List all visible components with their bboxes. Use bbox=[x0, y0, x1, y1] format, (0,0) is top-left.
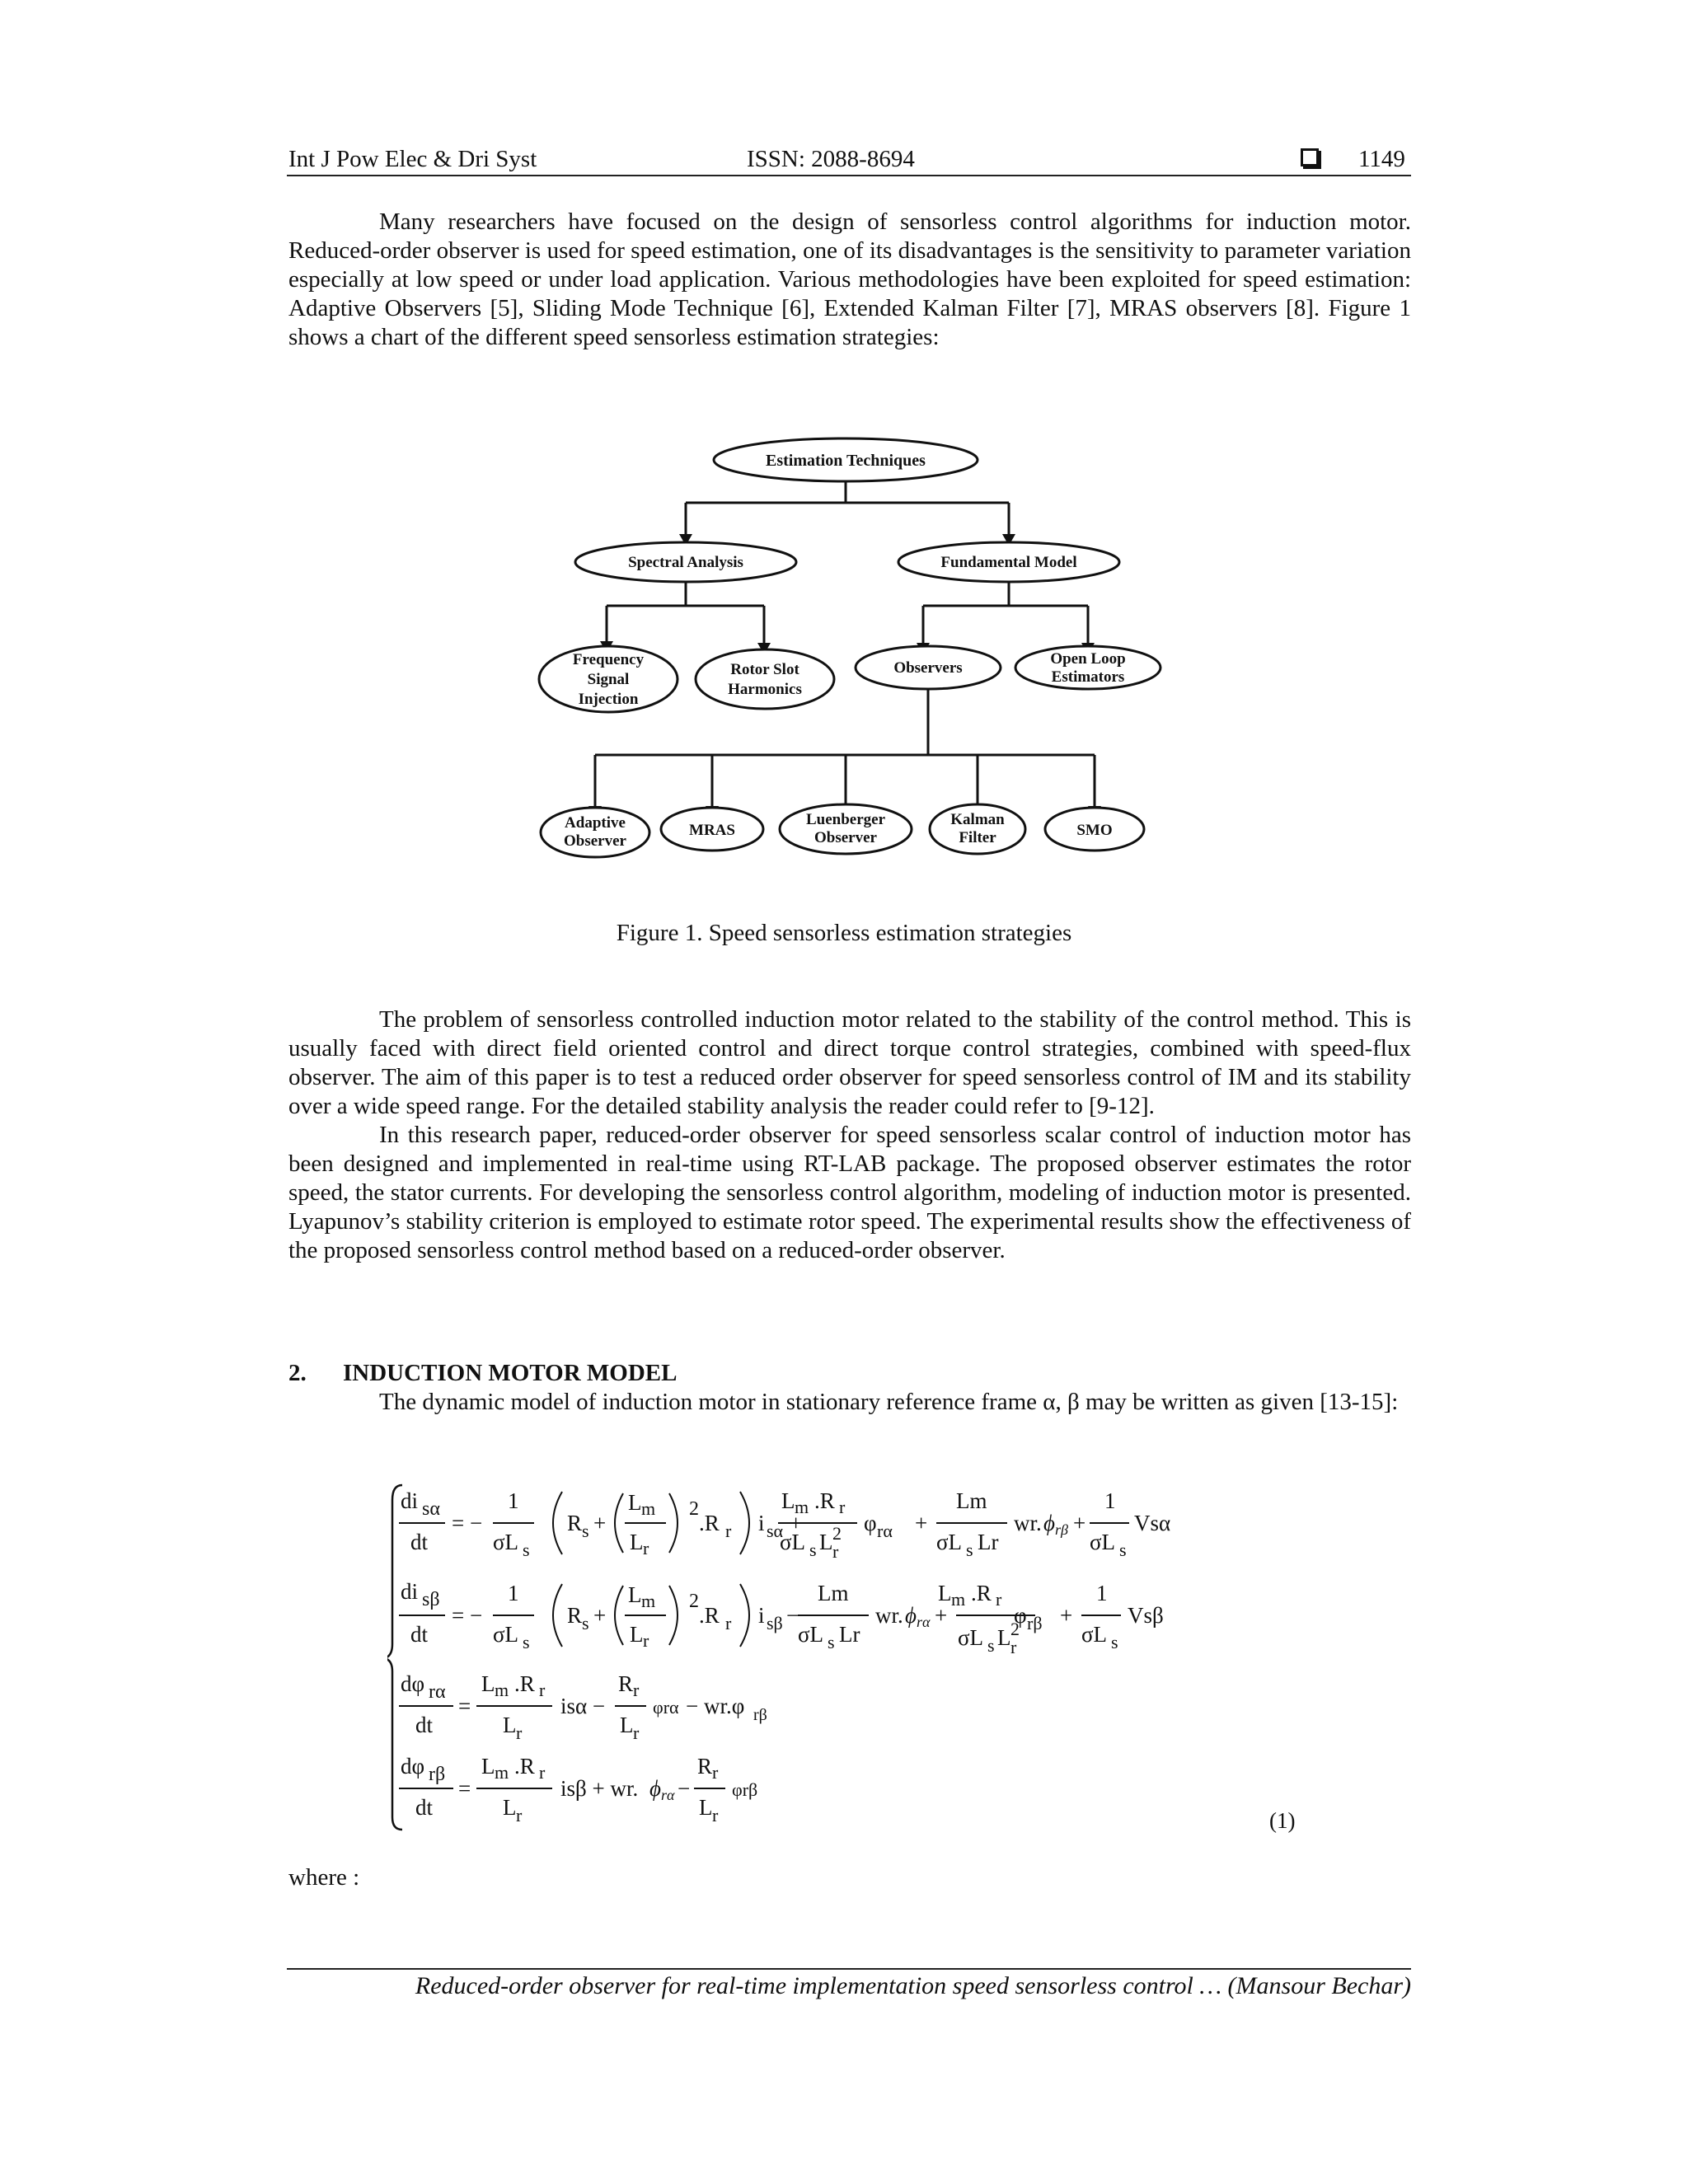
svg-text:L: L bbox=[481, 1754, 495, 1779]
svg-text:φrβ: φrβ bbox=[732, 1779, 758, 1800]
estimation-techniques-chart bbox=[528, 429, 1170, 865]
svg-text:i: i bbox=[758, 1511, 765, 1535]
svg-text:wr.: wr. bbox=[1014, 1511, 1042, 1535]
svg-text:r: r bbox=[633, 1680, 640, 1700]
svg-text:ϕ: ϕ bbox=[649, 1776, 661, 1801]
svg-text:r: r bbox=[539, 1762, 546, 1783]
svg-text:i: i bbox=[758, 1603, 765, 1628]
svg-text:ϕ: ϕ bbox=[905, 1603, 917, 1628]
svg-text:dφ: dφ bbox=[401, 1754, 425, 1779]
svg-text:s: s bbox=[809, 1540, 817, 1560]
svg-text:+: + bbox=[593, 1511, 607, 1535]
svg-text:di: di bbox=[401, 1579, 419, 1604]
svg-text:σL: σL bbox=[936, 1530, 963, 1554]
svg-text:L: L bbox=[481, 1671, 495, 1696]
svg-text:2: 2 bbox=[689, 1498, 699, 1520]
svg-text:r: r bbox=[725, 1613, 732, 1633]
svg-text:Spectral Analysis: Spectral Analysis bbox=[628, 554, 743, 571]
svg-text:.R: .R bbox=[514, 1754, 535, 1779]
journal-name: Int J Pow Elec & Dri Syst bbox=[288, 146, 537, 172]
svg-text:2: 2 bbox=[832, 1523, 842, 1544]
svg-text:L: L bbox=[628, 1582, 642, 1607]
svg-text:Lm: Lm bbox=[818, 1581, 849, 1605]
svg-text:rβ: rβ bbox=[1055, 1521, 1068, 1538]
svg-text:m: m bbox=[495, 1762, 509, 1783]
svg-text:L: L bbox=[620, 1713, 634, 1737]
svg-text:r: r bbox=[996, 1589, 1002, 1610]
svg-text:s: s bbox=[987, 1635, 995, 1656]
svg-text:1: 1 bbox=[1104, 1488, 1116, 1513]
svg-text:σL: σL bbox=[798, 1622, 824, 1647]
svg-text:.R: .R bbox=[514, 1671, 535, 1696]
svg-text:1: 1 bbox=[508, 1488, 519, 1513]
footer-rule bbox=[287, 1968, 1411, 1970]
svg-text:dt: dt bbox=[415, 1713, 434, 1737]
svg-text:1: 1 bbox=[1096, 1581, 1108, 1605]
svg-text:+: + bbox=[593, 1603, 607, 1628]
svg-text:R: R bbox=[618, 1671, 634, 1696]
svg-text:σL: σL bbox=[780, 1530, 806, 1554]
svg-text:r: r bbox=[633, 1722, 640, 1743]
svg-text:+: + bbox=[1060, 1603, 1073, 1628]
svg-text:σL: σL bbox=[493, 1530, 519, 1554]
svg-text:−: − bbox=[786, 1603, 799, 1628]
svg-text:2: 2 bbox=[689, 1591, 699, 1612]
svg-text:Kalman: Kalman bbox=[950, 811, 1005, 828]
svg-text:rα: rα bbox=[661, 1787, 675, 1803]
svg-text:MRAS: MRAS bbox=[689, 822, 735, 839]
svg-text:Lm: Lm bbox=[956, 1488, 987, 1513]
svg-text:sβ: sβ bbox=[767, 1613, 783, 1633]
svg-text:s: s bbox=[523, 1632, 530, 1652]
section-number: 2. bbox=[288, 1360, 307, 1386]
issn: ISSN: 2088-8694 bbox=[747, 146, 915, 172]
svg-text:s: s bbox=[582, 1521, 589, 1541]
svg-text:r: r bbox=[516, 1722, 523, 1743]
svg-text:r: r bbox=[725, 1521, 732, 1541]
svg-text:−: − bbox=[678, 1776, 691, 1801]
svg-text:σL: σL bbox=[493, 1622, 519, 1647]
svg-text:dφ: dφ bbox=[401, 1671, 425, 1696]
body-paragraph-2: The problem of sensorless controlled induction motor related to the stability of the control method. This is usually faced with direct field oriented control and direct torque control strategies, combined with speed-flux observer. The aim of this paper is to test a reduced order observer for speed sensorless control of IM and its stability over a wide speed range. For the detailed stability analysis the reader could refer to [9-12]. In this research paper, reduced-order observer for speed sensorless scalar control of induction motor has been designed and implemented in real-time using RT-LAB package. The proposed observer estimates the rotor speed, the stator currents. For developing the sensorless control algorithm, modeling of induction motor is presented. Lyapunov’s stability criterion is employed to estimate rotor speed. The experimental results show the effectiveness of the proposed sensorless control method based on a reduced-order observer. bbox=[288, 1006, 1411, 1263]
svg-text:s: s bbox=[523, 1540, 530, 1560]
svg-text:Frequency: Frequency bbox=[572, 651, 645, 668]
svg-text:r: r bbox=[643, 1630, 649, 1651]
svg-text:r: r bbox=[839, 1497, 846, 1517]
svg-text:+: + bbox=[935, 1603, 948, 1628]
svg-text:Open Loop: Open Loop bbox=[1050, 650, 1126, 668]
svg-text:L: L bbox=[699, 1795, 713, 1820]
svg-text:s: s bbox=[582, 1613, 589, 1633]
svg-text:2: 2 bbox=[1010, 1619, 1020, 1639]
section-paragraph: The dynamic model of induction motor in stationary reference frame α, β may be written as given [13-15]: bbox=[379, 1389, 1399, 1415]
svg-text:Injection: Injection bbox=[578, 691, 639, 708]
svg-text:s: s bbox=[828, 1632, 835, 1652]
svg-text:= −: = − bbox=[452, 1511, 483, 1535]
svg-text:rβ: rβ bbox=[1027, 1613, 1043, 1633]
svg-text:r: r bbox=[1010, 1637, 1017, 1657]
svg-text:Vsα: Vsα bbox=[1134, 1511, 1171, 1535]
svg-text:.R: .R bbox=[699, 1511, 720, 1535]
svg-text:rα: rα bbox=[917, 1614, 931, 1630]
svg-text:Observer: Observer bbox=[564, 832, 626, 850]
svg-text:.R: .R bbox=[699, 1603, 720, 1628]
svg-text:R: R bbox=[697, 1754, 713, 1779]
svg-text:rβ: rβ bbox=[753, 1706, 767, 1724]
svg-text:+: + bbox=[915, 1511, 928, 1535]
svg-text:+: + bbox=[790, 1511, 803, 1535]
svg-text:dt: dt bbox=[410, 1622, 429, 1647]
svg-text:di: di bbox=[401, 1488, 419, 1513]
figure-caption: Figure 1. Speed sensorless estimation strategies bbox=[616, 920, 1072, 946]
svg-text:s: s bbox=[1111, 1632, 1118, 1652]
svg-text:R: R bbox=[567, 1511, 583, 1535]
svg-text:s: s bbox=[1119, 1540, 1127, 1560]
svg-text:σL: σL bbox=[958, 1625, 984, 1650]
svg-text:s: s bbox=[966, 1540, 973, 1560]
svg-text:m: m bbox=[495, 1680, 509, 1700]
section-title: INDUCTION MOTOR MODEL bbox=[343, 1360, 678, 1386]
motor-model-equation bbox=[387, 1475, 1376, 1838]
svg-text:L: L bbox=[628, 1490, 642, 1515]
svg-text:sα: sα bbox=[422, 1498, 440, 1520]
svg-text:=: = bbox=[458, 1776, 471, 1801]
svg-text:sα: sα bbox=[767, 1521, 784, 1541]
svg-text:r: r bbox=[712, 1762, 719, 1783]
svg-text:Filter: Filter bbox=[959, 829, 996, 846]
svg-text:m: m bbox=[951, 1589, 966, 1610]
svg-text:Observers: Observers bbox=[893, 659, 963, 677]
where-text: where : bbox=[288, 1864, 360, 1891]
svg-text:isβ + wr.: isβ + wr. bbox=[560, 1776, 639, 1801]
svg-text:m: m bbox=[641, 1498, 656, 1519]
svg-text:L: L bbox=[938, 1581, 952, 1605]
svg-text:r: r bbox=[516, 1805, 523, 1825]
svg-text:Observer: Observer bbox=[814, 829, 877, 846]
intro-paragraph: Many researchers have focused on the design of sensorless control algorithms for induction motor. Reduced-order observer is used for speed estimation, one of its disadvantages is the sensitivity to parameter variation especially at low speed or under load application. Various methodologies have been exploited for speed estimation: Adaptive Observers [5], Sliding Mode Technique [6], Extended Kalman Filter [7], MRAS observers [8]. Figure 1 shows a chart of the different speed sensorless estimation strategies: bbox=[288, 209, 1411, 350]
svg-text:= −: = − bbox=[452, 1603, 483, 1628]
svg-text:φ: φ bbox=[1014, 1603, 1027, 1628]
svg-text:L: L bbox=[781, 1488, 795, 1513]
header-rule bbox=[287, 175, 1411, 176]
svg-text:Signal: Signal bbox=[587, 671, 630, 688]
svg-text:rα: rα bbox=[429, 1681, 446, 1703]
svg-text:r: r bbox=[712, 1805, 719, 1825]
svg-text:dt: dt bbox=[415, 1795, 434, 1820]
svg-text:.R: .R bbox=[971, 1581, 992, 1605]
svg-text:− wr.φ: − wr.φ bbox=[686, 1694, 745, 1718]
svg-text:Vsβ: Vsβ bbox=[1128, 1603, 1164, 1628]
svg-text:L: L bbox=[997, 1625, 1011, 1650]
svg-text:Luenberger: Luenberger bbox=[805, 811, 886, 828]
node-rotor-slot-harmonics bbox=[696, 649, 834, 709]
svg-text:Lr: Lr bbox=[839, 1622, 860, 1647]
svg-text:Lr: Lr bbox=[978, 1530, 999, 1554]
page-number: 1149 bbox=[1358, 146, 1405, 172]
svg-text:R: R bbox=[567, 1603, 583, 1628]
svg-text:L: L bbox=[503, 1795, 517, 1820]
svg-text:L: L bbox=[630, 1530, 644, 1554]
svg-text:φ: φ bbox=[864, 1511, 877, 1535]
svg-text:Fundamental Model: Fundamental Model bbox=[940, 554, 1077, 571]
svg-text:r: r bbox=[539, 1680, 546, 1700]
svg-text:wr.: wr. bbox=[875, 1603, 903, 1628]
svg-text:L: L bbox=[503, 1713, 517, 1737]
svg-text:σL: σL bbox=[1090, 1530, 1116, 1554]
svg-text:rα: rα bbox=[877, 1521, 893, 1541]
svg-text:L: L bbox=[630, 1622, 644, 1647]
svg-text:r: r bbox=[643, 1538, 649, 1558]
svg-text:Rotor Slot: Rotor Slot bbox=[730, 661, 799, 678]
svg-text:=: = bbox=[458, 1694, 471, 1718]
svg-text:isα −: isα − bbox=[560, 1694, 606, 1718]
svg-text:φrα: φrα bbox=[653, 1697, 679, 1718]
svg-text:Adaptive: Adaptive bbox=[565, 814, 626, 832]
square-box-icon bbox=[1301, 148, 1319, 166]
svg-text:m: m bbox=[641, 1591, 656, 1611]
svg-text:sβ: sβ bbox=[422, 1589, 440, 1610]
section-heading bbox=[288, 1360, 678, 1387]
svg-text:σL: σL bbox=[1081, 1622, 1108, 1647]
svg-text:L: L bbox=[819, 1530, 833, 1554]
svg-text:r: r bbox=[832, 1541, 839, 1562]
footer-running-title: Reduced-order observer for real-time implementation speed sensorless control … (Mansour Bechar) bbox=[415, 1972, 1411, 1999]
svg-text:+: + bbox=[1073, 1511, 1086, 1535]
svg-text:dt: dt bbox=[410, 1530, 429, 1554]
svg-text:rβ: rβ bbox=[429, 1764, 446, 1785]
svg-text:.R: .R bbox=[814, 1488, 835, 1513]
svg-text:Harmonics: Harmonics bbox=[728, 681, 802, 698]
equation-number: (1) bbox=[1269, 1808, 1296, 1833]
svg-text:Estimators: Estimators bbox=[1051, 668, 1125, 686]
svg-text:m: m bbox=[795, 1497, 809, 1517]
svg-text:ϕ: ϕ bbox=[1043, 1511, 1055, 1535]
svg-text:SMO: SMO bbox=[1076, 822, 1113, 839]
svg-text:1: 1 bbox=[508, 1581, 519, 1605]
svg-text:Estimation Techniques: Estimation Techniques bbox=[766, 452, 926, 470]
